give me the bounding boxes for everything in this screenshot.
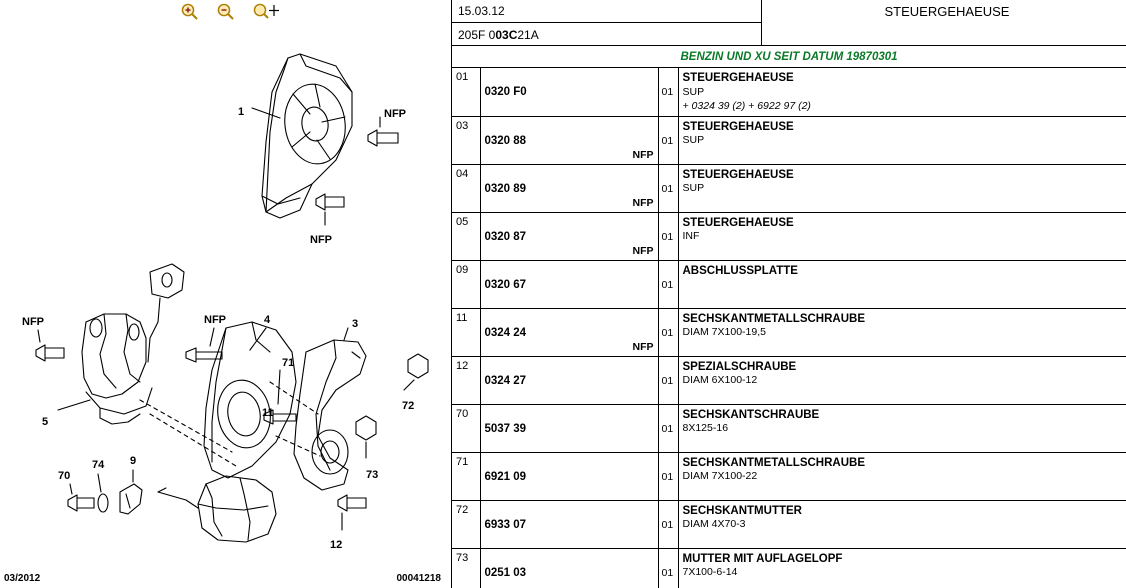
zoom-out-icon[interactable] <box>216 2 236 20</box>
part-reference: 0320 67 <box>484 278 527 291</box>
zoom-toolbar <box>0 0 452 22</box>
reference-code: 03C <box>495 27 518 42</box>
nfp-flag: NFP <box>632 340 654 353</box>
callout-label: 73 <box>366 469 379 481</box>
table-row[interactable] <box>452 164 1126 212</box>
callout-label: 4 <box>264 314 271 326</box>
document-header <box>452 0 1126 46</box>
quantity: 01 <box>661 422 674 435</box>
parts-table <box>452 68 1126 588</box>
part-name: STEUERGEHAEUSE <box>682 216 794 229</box>
part-reference: 0320 87 <box>484 230 527 243</box>
callout-label: 9 <box>130 455 137 467</box>
part-sub2: + 0324 39 (2) + 6922 97 (2) <box>682 99 811 112</box>
callout-label: 5 <box>42 416 49 428</box>
callout-label: 71 <box>282 357 295 369</box>
parts-table-body <box>452 68 1126 588</box>
row-index: 71 <box>456 455 469 468</box>
drawing-number: 00041218 <box>396 573 441 584</box>
part-sub1: SUP <box>682 134 705 147</box>
part-sub1: DIAM 7X100-22 <box>682 470 758 483</box>
quantity: 01 <box>661 518 674 531</box>
row-index: 11 <box>456 311 468 324</box>
part-name: SPEZIALSCHRAUBE <box>682 360 797 373</box>
row-index: 09 <box>456 263 469 276</box>
quantity: 01 <box>661 566 674 579</box>
part-sub1: DIAM 4X70-3 <box>682 518 746 531</box>
part-name: SECHSKANTSCHRAUBE <box>682 408 820 421</box>
table-row[interactable] <box>452 404 1126 452</box>
part-reference: 0324 24 <box>484 326 527 339</box>
part-reference: 0320 89 <box>484 182 527 195</box>
callout-label: 12 <box>330 539 343 551</box>
part-sub1: SUP <box>682 85 705 98</box>
part-name: ABSCHLUSSPLATTE <box>682 264 798 277</box>
row-index: 03 <box>456 119 469 132</box>
callout-label: 70 <box>58 470 71 482</box>
nfp-flag: NFP <box>632 196 654 209</box>
callout-label: 74 <box>92 459 105 471</box>
part-name: MUTTER MIT AUFLAGELOPF <box>682 552 843 565</box>
table-row[interactable] <box>452 308 1126 356</box>
quantity: 01 <box>661 182 674 195</box>
quantity: 01 <box>661 278 674 291</box>
reference-prefix: 205F 0 <box>458 27 496 42</box>
nfp-flag: NFP <box>632 244 654 257</box>
part-sub1: DIAM 7X100-19,5 <box>682 326 766 339</box>
row-index: 12 <box>456 359 469 372</box>
table-row[interactable] <box>452 68 1126 116</box>
parts-list-panel <box>452 0 1126 588</box>
row-index: 05 <box>456 215 469 228</box>
table-row[interactable] <box>452 452 1126 500</box>
zoom-fit-icon[interactable] <box>252 2 272 20</box>
page-title: STEUERGEHAEUSE <box>884 4 1010 19</box>
quantity: 01 <box>661 230 674 243</box>
row-index: 04 <box>456 167 469 180</box>
part-sub1: 8X125-16 <box>682 422 729 435</box>
part-name: SECHSKANTMETALLSCHRAUBE <box>682 312 866 325</box>
part-reference: 5037 39 <box>484 422 527 435</box>
quantity: 01 <box>661 134 674 147</box>
header-blank-cell <box>762 23 1126 46</box>
part-reference: 6933 07 <box>484 518 527 531</box>
table-row[interactable] <box>452 212 1126 260</box>
part-reference: 0251 03 <box>484 566 527 579</box>
quantity: 01 <box>661 470 674 483</box>
technical-drawing <box>0 22 452 588</box>
table-row[interactable] <box>452 548 1126 588</box>
callout-label: NFP <box>310 234 332 246</box>
part-name: SECHSKANTMUTTER <box>682 504 802 517</box>
row-index: 73 <box>456 551 469 564</box>
callout-label: 11 <box>262 407 274 419</box>
part-reference: 0320 88 <box>484 134 527 147</box>
quantity: 01 <box>661 86 674 98</box>
part-reference: 0324 27 <box>484 374 527 387</box>
part-reference: 0320 F0 <box>484 86 527 98</box>
callout-label: 1 <box>238 106 245 118</box>
drawing-date: 03/2012 <box>4 573 41 584</box>
document-reference <box>452 23 762 46</box>
part-sub1: INF <box>682 230 700 243</box>
part-sub1: 7X100-6-14 <box>682 566 738 579</box>
row-index: 70 <box>456 407 469 420</box>
part-sub1: SUP <box>682 182 705 195</box>
table-row[interactable] <box>452 260 1126 308</box>
callout-label: NFP <box>22 316 44 328</box>
part-name: STEUERGEHAEUSE <box>682 120 794 133</box>
nfp-flag: NFP <box>632 148 654 161</box>
zoom-in-icon[interactable] <box>180 2 200 20</box>
row-index: 72 <box>456 503 469 516</box>
document-subtitle: BENZIN UND XU SEIT DATUM 19870301 <box>680 50 898 63</box>
quantity: 01 <box>661 326 674 339</box>
table-row[interactable] <box>452 116 1126 164</box>
row-index: 01 <box>456 71 469 83</box>
table-row[interactable] <box>452 356 1126 404</box>
reference-suffix: 21A <box>517 27 539 42</box>
callout-label: NFP <box>384 108 406 120</box>
callout-label: 3 <box>352 318 359 330</box>
callout-label: NFP <box>204 314 226 326</box>
parts-diagram-svg <box>0 22 452 588</box>
document-subtitle-bar <box>452 46 1126 68</box>
document-date: 15.03.12 <box>452 0 762 23</box>
part-name: STEUERGEHAEUSE <box>682 168 794 181</box>
part-reference: 6921 09 <box>484 470 527 483</box>
part-name: SECHSKANTMETALLSCHRAUBE <box>682 456 866 469</box>
drawing-panel <box>0 0 452 588</box>
callout-label: 72 <box>402 400 415 412</box>
table-row[interactable] <box>452 500 1126 548</box>
part-sub1: DIAM 6X100-12 <box>682 374 758 387</box>
part-name: STEUERGEHAEUSE <box>682 72 794 84</box>
quantity: 01 <box>661 374 674 387</box>
